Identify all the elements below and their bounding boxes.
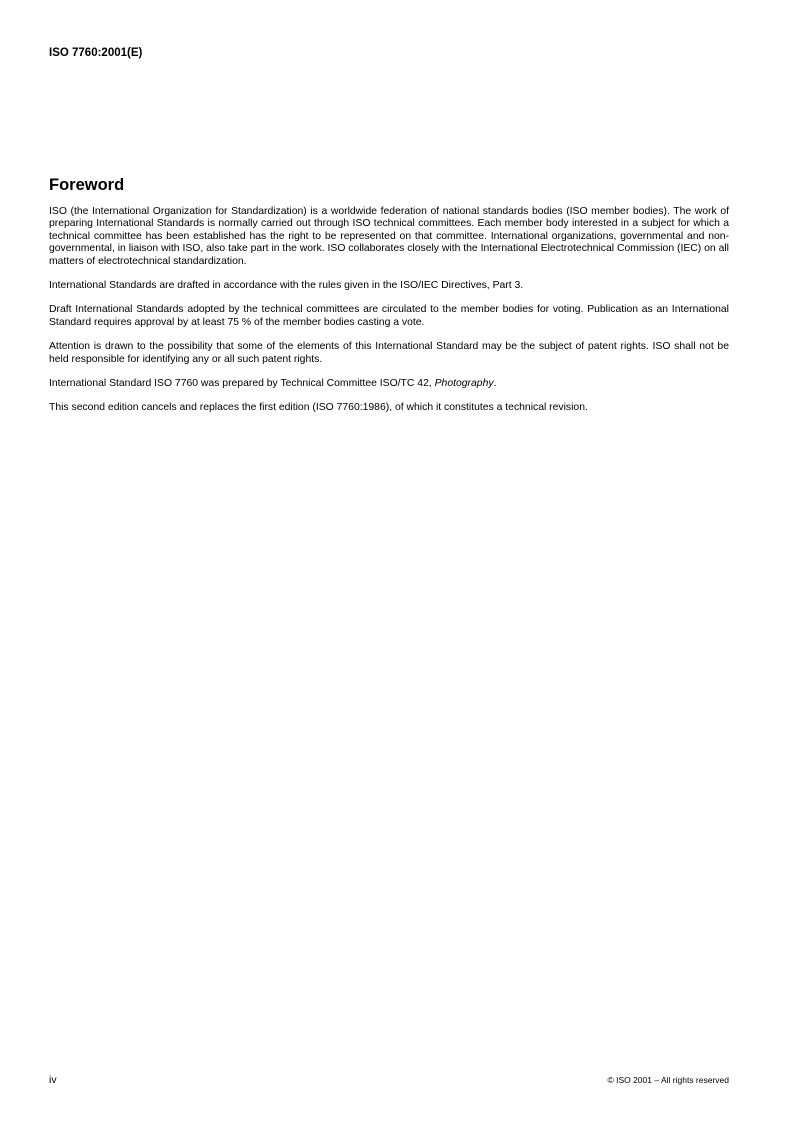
- foreword-title: Foreword: [49, 176, 125, 194]
- foreword-paragraph-iso-intro: ISO (the International Organization for Standardization) is a worldwide federation of national standards bodies (ISO member bodies). The work of preparing International Standards is normally carried out through ISO technical committees. Each member body interested in a subject for which a technical committee has been established has the right to be represented on that committee. International organizations, governmental and non-governmental, in liaison with ISO, also take part in the work. ISO collaborates closely with the International Electrotechnical Commission (IEC) on all matters of electrotechnical standardization.: [49, 206, 729, 267]
- foreword-paragraph-prepared-by: [49, 378, 729, 390]
- prepared-by-text: International Standard ISO 7760 was prepared by Technical Committee ISO/TC 42,: [49, 378, 435, 390]
- document-id: ISO 7760:2001(E): [49, 47, 143, 59]
- foreword-section: [49, 176, 729, 427]
- foreword-paragraph-patent-rights: Attention is drawn to the possibility that some of the elements of this International Standard may be the subject of patent rights. ISO shall not be held responsible for identifying any or all such patent rights.: [49, 341, 729, 365]
- foreword-paragraph-directives: International Standards are drafted in accordance with the rules given in the ISO/IEC Directives, Part 3.: [49, 280, 524, 292]
- page-number: iv: [49, 1074, 57, 1086]
- prepared-by-end: .: [493, 378, 497, 390]
- foreword-paragraph-revision: This second edition cancels and replaces the first edition (ISO 7760:1986), of which it constitutes a technical revision.: [49, 402, 588, 414]
- foreword-paragraph-voting: Draft International Standards adopted by the technical committees are circulated to the member bodies for voting. Publication as an International Standard requires approval by at least 75 % of the member bodies casting a vote.: [49, 304, 729, 328]
- copyright-notice: © ISO 2001 – All rights reserved: [607, 1075, 729, 1085]
- committee-subject: Photography: [434, 378, 494, 390]
